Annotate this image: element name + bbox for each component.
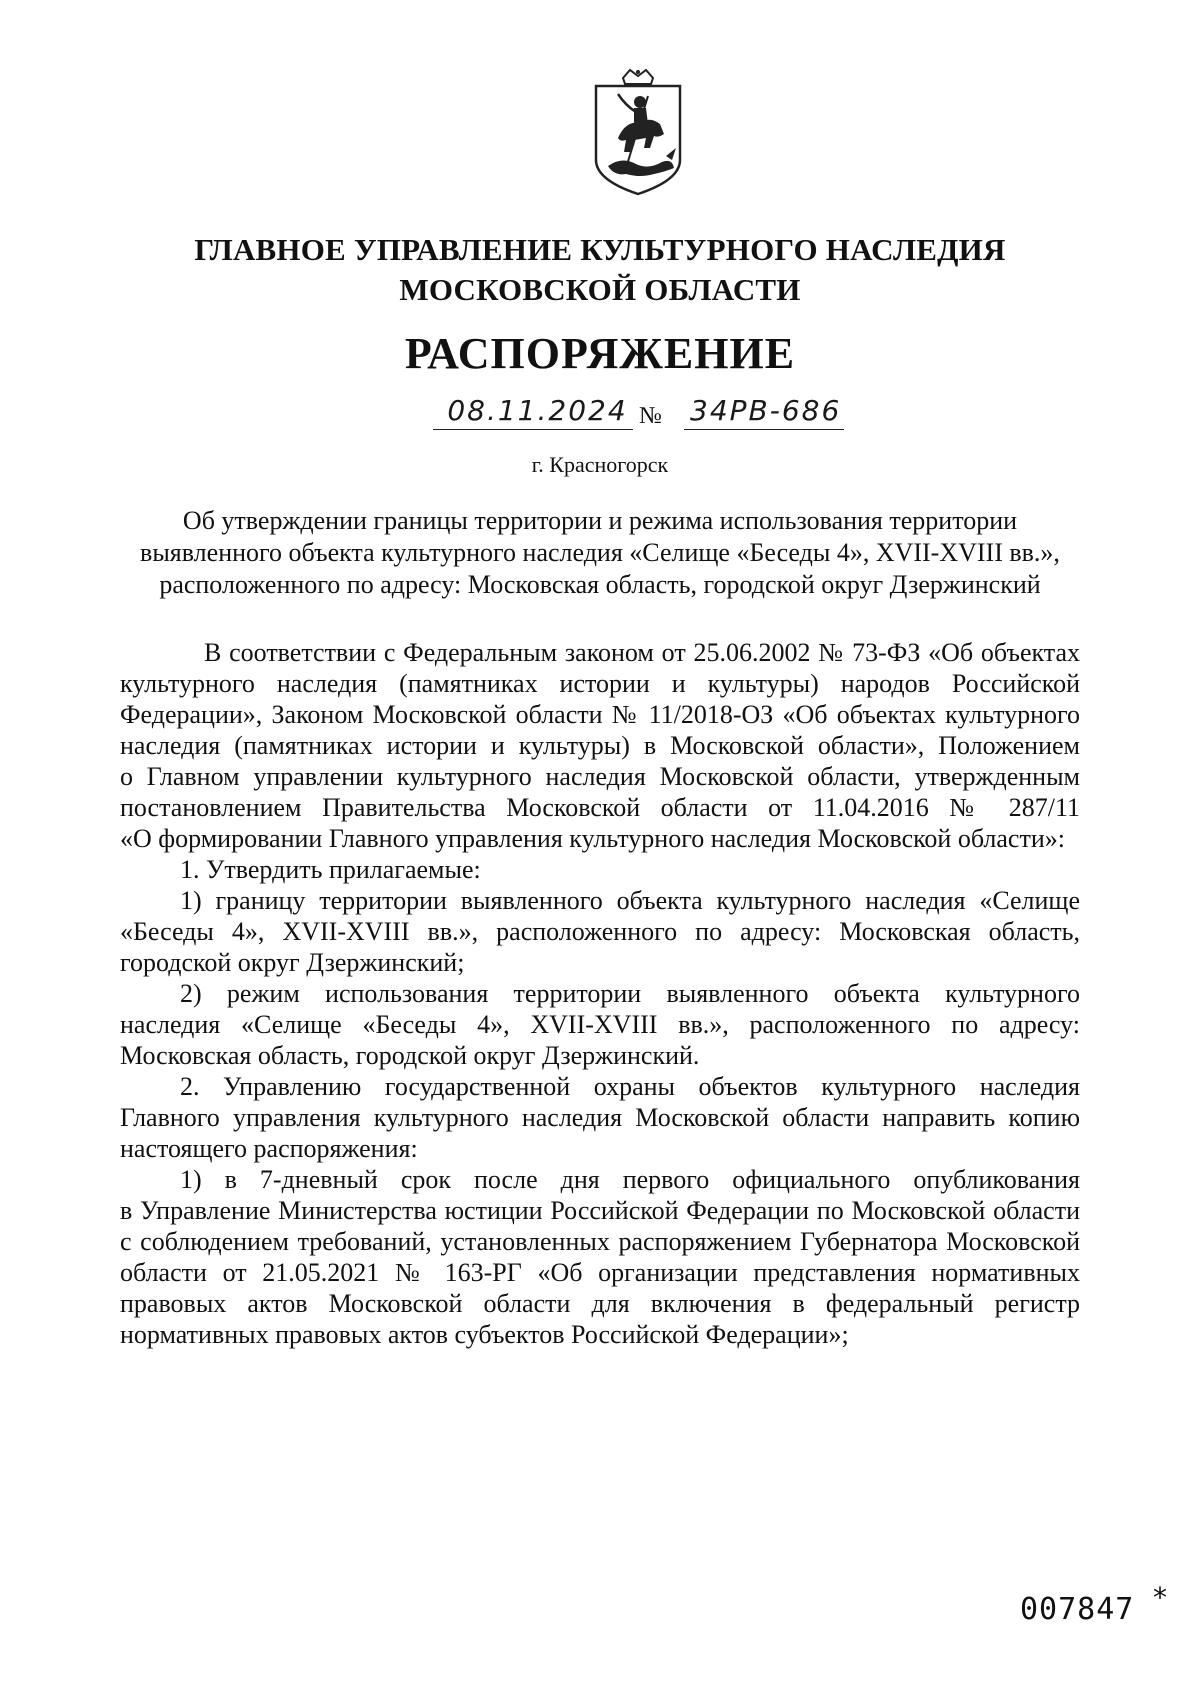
body-line: Московская область, городской округ Дзержинский. bbox=[120, 1041, 700, 1070]
body-line: настоящего распоряжения: bbox=[120, 1134, 418, 1163]
date-underline bbox=[433, 429, 633, 430]
subject-line: выявленного объекта культурного наследия «Селище «Беседы 4», XVII-XVIII вв.», bbox=[140, 538, 1060, 567]
body-line: в Управление Министерства юстиции Российской Федерации по Московской области bbox=[120, 1196, 1080, 1225]
body-line: 1) в 7-дневный срок после дня первого официального опубликования bbox=[180, 1165, 1080, 1194]
body-line: наследия (памятниках истории и культуры) в Московской области», Положением bbox=[120, 731, 1080, 760]
subject-line: расположенного по адресу: Московская область, городской округ Дзержинский bbox=[159, 570, 1041, 599]
number-underline bbox=[684, 429, 844, 430]
item-1-1-paragraph bbox=[120, 885, 1080, 978]
document-number: 34РВ-686 bbox=[690, 394, 842, 427]
body-line: В соответствии с Федеральным законом от 25.06.2002 № 73-ФЗ «Об объектах bbox=[204, 638, 1080, 667]
body-line: 2. Управлению государственной охраны объектов культурного наследия bbox=[180, 1072, 1080, 1101]
body-line: культурного наследия (памятниках истории и культуры) народов Российской bbox=[120, 669, 1080, 698]
organization-title-line2: МОСКОВСКОЙ ОБЛАСТИ bbox=[399, 272, 801, 307]
body-line: нормативных правовых актов субъектов Российской Федерации»; bbox=[120, 1320, 849, 1349]
organization-title-line1: ГЛАВНОЕ УПРАВЛЕНИЕ КУЛЬТУРНОГО НАСЛЕДИЯ bbox=[194, 232, 1006, 267]
moscow-oblast-coat-of-arms-icon bbox=[588, 68, 688, 198]
body-line: 1. Утвердить прилагаемые: bbox=[180, 855, 481, 884]
body-line: правовых актов Московской области для включения в федеральный регистр bbox=[120, 1289, 1080, 1318]
body-line: с соблюдением требований, установленных распоряжением Губернатора Московской bbox=[120, 1227, 1080, 1256]
body-line: области от 21.05.2021 № 163-РГ «Об организации представления нормативных bbox=[120, 1258, 1080, 1287]
serial-star-mark: * bbox=[1153, 1581, 1167, 1614]
body-line: Федерации», Законом Московской области № 11/2018-ОЗ «Об объектах культурного bbox=[120, 700, 1080, 729]
document-subject bbox=[120, 505, 1080, 601]
item-2-paragraph bbox=[120, 1071, 1080, 1164]
form-serial-number: 007847 bbox=[1020, 1592, 1135, 1627]
body-line: 1) границу территории выявленного объекта культурного наследия «Селище bbox=[180, 886, 1080, 915]
preamble-paragraph bbox=[120, 637, 1080, 854]
document-date: 08.11.2024 bbox=[447, 394, 628, 427]
item-1-2-paragraph bbox=[120, 978, 1080, 1071]
subject-line: Об утверждении границы территории и режима использования территории bbox=[182, 506, 1018, 535]
body-line: городской округ Дзержинский; bbox=[120, 948, 465, 977]
body-line: постановлением Правительства Московской области от 11.04.2016 № 287/11 bbox=[120, 793, 1080, 822]
body-line: Главного управления культурного наследия Московской области направить копию bbox=[120, 1103, 1080, 1132]
body-line: 2) режим использования территории выявленного объекта культурного bbox=[180, 979, 1080, 1008]
item-2-1-paragraph bbox=[120, 1164, 1080, 1350]
number-sign: № bbox=[639, 403, 662, 429]
document-body bbox=[120, 637, 1080, 1350]
document-type-title: РАСПОРЯЖЕНИЕ bbox=[404, 329, 796, 378]
body-line: наследия «Селище «Беседы 4», XVII-XVIII вв.», расположенного по адресу: bbox=[120, 1010, 1080, 1039]
item-1-paragraph bbox=[120, 854, 1080, 885]
date-number-line bbox=[0, 393, 1200, 433]
body-line: «О формировании Главного управления культурного наследия Московской области»: bbox=[120, 824, 1065, 853]
body-line: «Беседы 4», XVII-XVIII вв.», расположенного по адресу: Московская область, bbox=[120, 917, 1080, 946]
body-line: о Главном управлении культурного наследия Московской области, утвержденным bbox=[120, 762, 1080, 791]
city-of-issue: г. Красногорск bbox=[531, 452, 669, 477]
